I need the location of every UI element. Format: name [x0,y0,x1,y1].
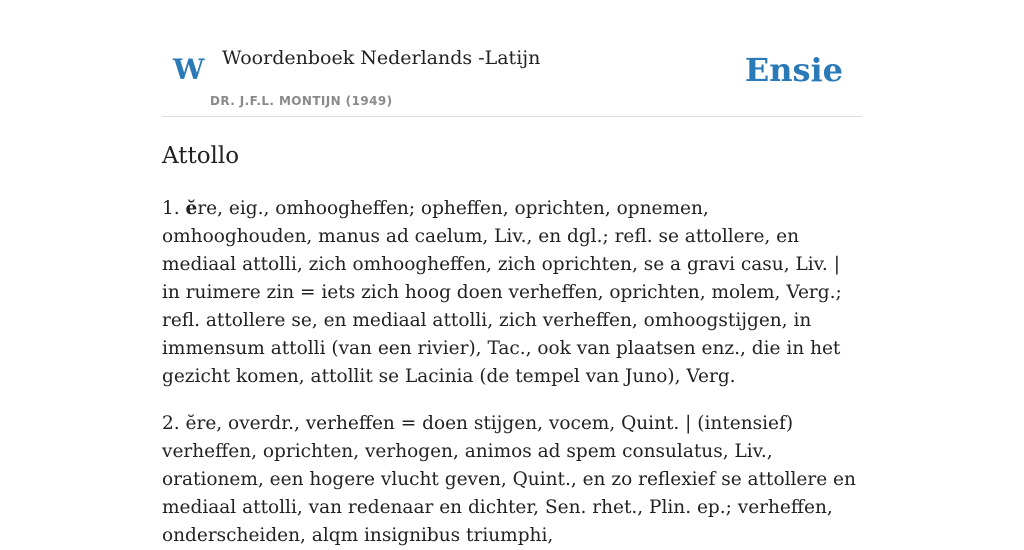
dictionary-author: DR. J.F.L. MONTIJN (1949) [210,94,393,108]
entry-title: Attollo [162,143,240,169]
dictionary-title[interactable]: Woordenboek Nederlands -Latijn [222,47,541,69]
definition-number: 2. [162,413,180,434]
dictionary-header [162,0,862,117]
page [162,0,862,550]
definition-paragraph-2 [162,410,862,550]
definition-stem: ĕ [185,413,197,434]
definition-paragraph-1 [162,195,862,391]
entry-content [162,141,862,550]
definition-text: re, eig., omhoogheffen; opheffen, oprichten, opnemen, omhooghouden, manus ad caelum, Liv., en dgl.; refl. se attollere, en mediaal attolli, zich omhoogheffen, zich oprichten, se a gravi casu, Liv. | in ruimere zin = iets zich hoog doen verheffen, oprichten, molem, Verg.; refl. attollere se, en mediaal attolli, zich verheffen, omhoogstijgen, in immensum attolli (van een rivier), Tac., ook van plaatsen enz., die in het gezicht komen, attollit se Lacinia (de tempel van Juno), Verg. [162,198,842,387]
dictionary-logo-icon: W [173,53,205,86]
definition-text: re, overdr., verheffen = doen stijgen, vocem, Quint. | (intensief) verheffen, oprichten, verhogen, animos ad spem consulatus, Liv., orationem, een hogere vlucht geven, Quint., en zo reflexief se attollere en mediaal attolli, van redenaar en dichter, Sen. rhet., Plin. ep.; verheffen, onderscheiden, alqm insignibus triumphi, [162,413,856,546]
ensie-brand-logo[interactable]: Ensie [744,51,843,89]
definition-number: 1. [162,198,180,219]
definition-stem: ĕ [185,198,198,219]
